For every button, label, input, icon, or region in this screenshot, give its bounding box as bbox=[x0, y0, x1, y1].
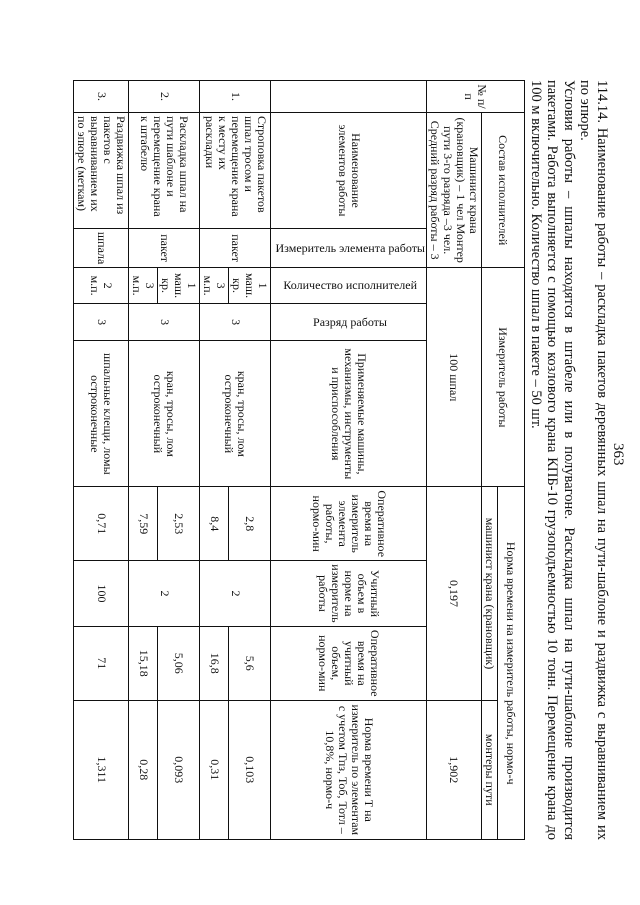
table-row-t-fitters: 0,28 bbox=[129, 700, 158, 839]
table-row-count-crane: 1 маш. кр. bbox=[229, 268, 271, 304]
table-row-opf: 71 bbox=[74, 626, 129, 700]
header-op-time-fitters: Оперативное время на учитный объем, нормо-мин bbox=[271, 626, 427, 700]
work-title: 114.14. Наименование работы – раскладка пакетов деревянных шпал на пути-шаблоне и раздвижка с выравниванием их по эпюре. bbox=[577, 80, 610, 840]
header-worker-count: Количество исполнителей bbox=[271, 268, 427, 304]
header-num-blank bbox=[271, 81, 427, 113]
header-work-meter: Измеритель работы bbox=[482, 268, 525, 487]
table-row-opf-crane: 5,06 bbox=[158, 626, 200, 700]
table-row-grade: 3 bbox=[200, 303, 271, 340]
table-row-meter: шпала bbox=[74, 228, 129, 267]
intro-text bbox=[528, 80, 611, 840]
table-row-num: 3. bbox=[74, 81, 129, 113]
table-row-grade: 3 bbox=[74, 303, 129, 340]
work-conditions: Условия работы – шпалы находятся в штабеле или в полувагоне. Раскладка шпал на пути-шаблоне производится пакетами. Работа выполняется с помощью козлового крана КПБ-10 грузоподъемностью 10 тонн. Перемещение крана до 100 м включительно. Количество шпал в пакете – 50 шт. bbox=[528, 80, 577, 840]
table-row-t-crane: 0,093 bbox=[158, 700, 200, 839]
norm-table bbox=[74, 80, 526, 840]
table-row-machines: шпальные клещи, ломы остроконечные bbox=[74, 341, 129, 487]
table-row-num: 1. bbox=[200, 81, 271, 113]
table-row-op: 0,71 bbox=[74, 487, 129, 561]
table-row-t-fitters: 0,31 bbox=[200, 700, 229, 839]
table-row-op-crane: 2,53 bbox=[158, 487, 200, 561]
table-row-opf-crane: 5,6 bbox=[229, 626, 271, 700]
header-num: № п/п bbox=[427, 81, 525, 113]
table-row-meter: пакет bbox=[129, 228, 200, 267]
header-norm-title: Норма времени на измеритель работы, нормо-ч bbox=[498, 487, 525, 840]
table-row-t-crane: 0,103 bbox=[229, 700, 271, 839]
table-row-num: 2. bbox=[129, 81, 200, 113]
table-row-count-crane: 1 маш. кр. bbox=[158, 268, 200, 304]
table-row-volume: 2 bbox=[200, 561, 271, 627]
average-grade: Средний разряд работы – 3 bbox=[428, 120, 442, 260]
work-meter-value: 100 шпал bbox=[427, 268, 482, 487]
table-row-volume: 2 bbox=[129, 561, 200, 627]
header-grade: Разряд работы bbox=[271, 303, 427, 340]
header-op-time-crane: Оперативное время на измеритель элемента работы, нормо-мин bbox=[271, 487, 427, 561]
table-row-name: Раскладка шпал на пути шаблоне и перемещение крана к штабелю bbox=[129, 113, 200, 229]
table-row-volume: 100 bbox=[74, 561, 129, 627]
table-row-op-fitters: 8,4 bbox=[200, 487, 229, 561]
header-element-meter: Измеритель элемента работы bbox=[271, 228, 427, 267]
table-row-grade: 3 bbox=[129, 303, 200, 340]
table-row-op-fitters: 7,59 bbox=[129, 487, 158, 561]
table-row-count-fitters: 3 м.п. bbox=[129, 268, 158, 304]
table-row-t: 1,311 bbox=[74, 700, 129, 839]
fitters-norm-value: 1,902 bbox=[427, 700, 482, 839]
table-row-name: Строповка пакетов шпал тросом и перемещение крана к месту их раскладки bbox=[200, 113, 271, 229]
header-element-name: Наименование элементов работы bbox=[271, 113, 427, 229]
header-count-volume: Учитный объем в норме на измеритель работы bbox=[271, 561, 427, 627]
table-row-opf-fitters: 15,18 bbox=[129, 626, 158, 700]
table-row-name: Раздвижка шпал из пакетов с выравниванием их по эпюре (меткам) bbox=[74, 113, 129, 229]
table-row-count-fitters: 3 м.п. bbox=[200, 268, 229, 304]
table-row-count: 2 м.п. bbox=[74, 268, 129, 304]
table-row-meter: пакет bbox=[200, 228, 271, 267]
composition-crew: Машинист крана (крановщик) – 1 чел Монтер пути 3-го разряда –3 чел. Средний разряд работы – 3 bbox=[427, 113, 482, 268]
header-machines: Применяемые машины, механизмы, инструменты и приспособления bbox=[271, 341, 427, 487]
header-composition: Состав исполнителей bbox=[482, 113, 525, 268]
crane-norm-value: 0,197 bbox=[427, 487, 482, 700]
table-row-machines: кран, тросы, лом остроконечный bbox=[129, 341, 200, 487]
page-number: 363 bbox=[610, 443, 626, 466]
table-row-opf-fitters: 16,8 bbox=[200, 626, 229, 700]
table-row-op-crane: 2,8 bbox=[229, 487, 271, 561]
header-crane-operator: машинист крана (крановщик) bbox=[482, 487, 498, 700]
header-track-fitters: монтеры пути bbox=[482, 700, 498, 839]
header-norm-t: Норма времени Т на измеритель по элементам с учетом Тпз, Тоб, Тотл – 10,8%, нормо-ч bbox=[271, 700, 427, 839]
table-row-machines: кран, тросы, лом остроконечный bbox=[200, 341, 271, 487]
